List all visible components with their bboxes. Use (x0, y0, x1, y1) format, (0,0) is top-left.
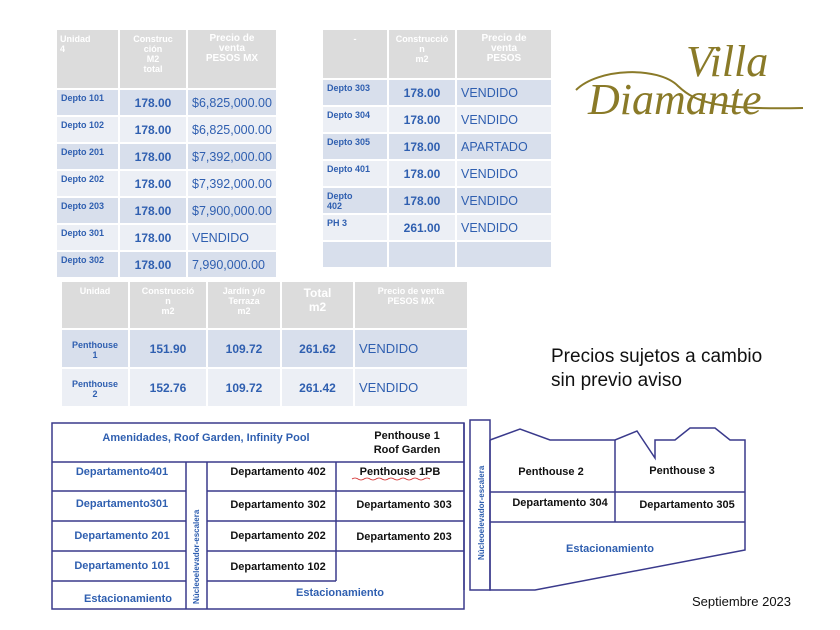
unit-cell: Depto 201 (57, 144, 118, 169)
header-cell: Construc ción M2 total (120, 30, 186, 88)
area-cell: 261.62 (282, 330, 353, 367)
notice-line: Precios sujetos a cambio (551, 346, 763, 367)
logo-line1: Villa (686, 37, 769, 86)
price-cell: APARTADO (457, 134, 551, 159)
unit-cell: Depto 305 (323, 134, 387, 159)
area-cell: 151.90 (130, 330, 206, 367)
price-cell: $7,392,000.00 (188, 144, 276, 169)
price-cell: VENDIDO (457, 188, 551, 213)
area-cell: 178.00 (120, 252, 186, 277)
unit-label: Departamento301 (75, 498, 169, 510)
parking-label: Estacionamiento (83, 593, 173, 605)
header-cell: Construcció n m2 (389, 30, 455, 78)
header-cell: Construcció n m2 (130, 282, 206, 328)
unit-cell: Depto 203 (57, 198, 118, 223)
area-cell: 261.00 (389, 215, 455, 240)
header-cell: Precio de venta PESOS MX (355, 282, 467, 328)
header-cell: Precio de venta PESOS (457, 30, 551, 78)
area-cell: 178.00 (120, 90, 186, 115)
unit-cell: Depto 102 (57, 117, 118, 142)
parking-label: Estacionamiento (295, 587, 385, 599)
parking-label: Estacionamiento (565, 543, 655, 555)
unit-label: Departamento 203 (356, 531, 452, 543)
core-label: Núcleoelevador-escalera (192, 509, 201, 604)
unit-label: Departamento 305 (639, 499, 735, 511)
unit-label: Departamento 402 (230, 466, 326, 478)
header-cell: Unidad 4 (57, 30, 118, 88)
price-cell: VENDIDO (355, 369, 467, 406)
price-cell: $6,825,000.00 (188, 90, 276, 115)
penthouse1-label: Penthouse 1 (374, 430, 440, 442)
area-cell: 178.00 (120, 117, 186, 142)
price-cell: VENDIDO (457, 215, 551, 240)
price-cell: $7,900,000.00 (188, 198, 276, 223)
unit-cell: Depto 301 (57, 225, 118, 250)
area-cell: 178.00 (389, 134, 455, 159)
unit-cell: Depto 304 (323, 107, 387, 132)
price-cell: VENDIDO (457, 161, 551, 186)
area-cell: 178.00 (389, 161, 455, 186)
area-cell: 178.00 (120, 171, 186, 196)
header-cell: Jardín y/o Terraza m2 (208, 282, 280, 328)
logo-line2: Diamante (588, 75, 762, 124)
area-cell: 109.72 (208, 369, 280, 406)
unit-cell: Penthouse 1 (62, 330, 128, 367)
unit-label: Departamento 304 (512, 497, 608, 509)
unit-label: Penthouse 1PB (359, 466, 441, 478)
price-cell: 7,990,000.00 (188, 252, 276, 277)
unit-label: Departamento 303 (356, 499, 452, 511)
price-cell: VENDIDO (457, 80, 551, 105)
area-cell: 178.00 (120, 144, 186, 169)
header-cell: Unidad (62, 282, 128, 328)
price-cell: VENDIDO (188, 225, 276, 250)
unit-cell: Depto 303 (323, 80, 387, 105)
price-cell: $7,392,000.00 (188, 171, 276, 196)
price-cell: VENDIDO (355, 330, 467, 367)
unit-cell: Depto 401 (323, 161, 387, 186)
area-cell: 178.00 (120, 198, 186, 223)
roof-garden-label: Roof Garden (373, 444, 441, 456)
unit-label: Departamento 102 (230, 561, 326, 573)
document-date: Septiembre 2023 (692, 594, 792, 609)
unit-cell: Depto 302 (57, 252, 118, 277)
unit-label: Departamento 302 (230, 499, 326, 511)
header-cell: Precio de venta PESOS MX (188, 30, 276, 88)
unit-label: Departamento 201 (74, 530, 170, 542)
price-cell: VENDIDO (457, 107, 551, 132)
unit-cell: Depto 202 (57, 171, 118, 196)
area-cell: 178.00 (389, 188, 455, 213)
unit-label: Penthouse 2 (518, 466, 584, 478)
unit-cell: Penthouse 2 (62, 369, 128, 406)
unit-label: Departamento401 (75, 466, 169, 478)
unit-label: Departamento 202 (230, 530, 326, 542)
unit-cell: Depto 402 (323, 188, 387, 213)
area-cell: 261.42 (282, 369, 353, 406)
unit-cell: PH 3 (323, 215, 387, 240)
area-cell: 178.00 (389, 107, 455, 132)
core-label: Núcleoelevador-escalera (477, 465, 486, 560)
unit-label: Penthouse 3 (649, 465, 715, 477)
header-cell: Total m2 (282, 282, 353, 328)
unit-label: Departamento 101 (74, 560, 170, 572)
price-cell: $6,825,000.00 (188, 117, 276, 142)
area-cell: 178.00 (389, 80, 455, 105)
header-cell: - (323, 30, 387, 78)
amenities-label: Amenidades, Roof Garden, Infinity Pool (102, 432, 310, 444)
area-cell: 109.72 (208, 330, 280, 367)
spellcheck-underline (352, 478, 430, 480)
area-cell: 152.76 (130, 369, 206, 406)
area-cell: 178.00 (120, 225, 186, 250)
unit-cell: Depto 101 (57, 90, 118, 115)
notice-line: sin previo aviso (551, 370, 682, 391)
